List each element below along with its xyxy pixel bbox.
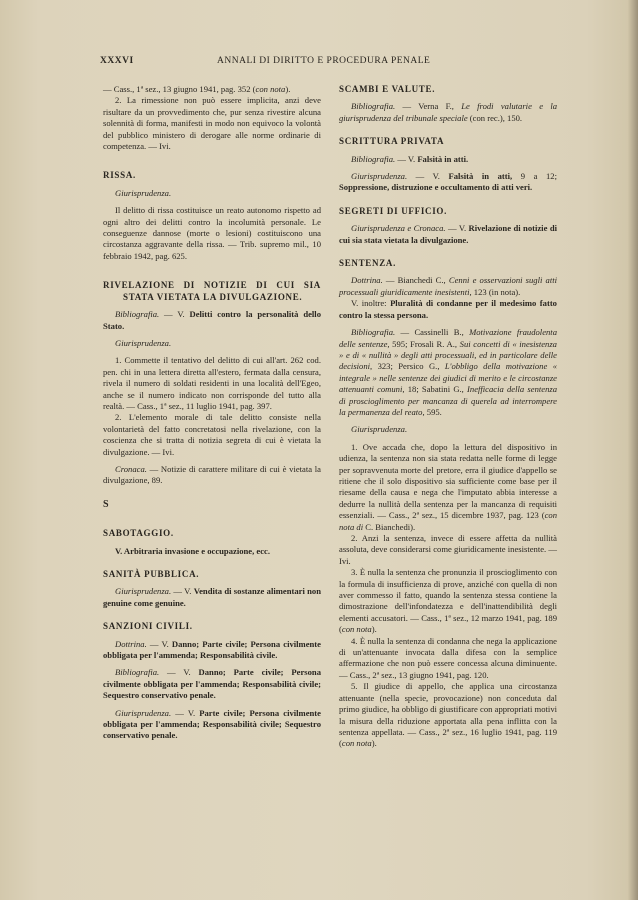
doctrine-entry: Dottrina. — Bianchedi C., Cenni e osservazioni sugli atti processuali giuridicamente inesistenti, 123 (in nota).	[339, 275, 557, 297]
section-label: Giurisprudenza.	[115, 337, 172, 348]
section-letter: S	[103, 498, 109, 510]
entry-heading-rissa: RISSA.	[103, 170, 136, 181]
entry-heading-sanzioni: SANZIONI CIVILI.	[103, 621, 193, 632]
citation-continued: — Cass., 1ª sez., 13 giugno 1941, pag. 352 (con nota).	[103, 84, 291, 94]
running-header	[100, 56, 552, 70]
paragraph: 2. Anzi la sentenza, invece di essere affetta da nullità assoluta, deve considerarsi come giuridicamente inesistente. — Ivi.	[339, 533, 557, 566]
cross-reference: Bibliografia. — V. Delitti contro la personalità dello Stato.	[103, 309, 321, 331]
paragraph: Il delitto di rissa costituisce un reato autonomo rispetto ad ogni altro dei delitti contro la incolumità personale. Le conseguenze dannose (morte o lesioni) costituiscono una circostanza aggravante della rissa. — Trib. supremo mil., 10 febbraio 1942, pag. 625.	[103, 205, 321, 261]
paragraph: 1. Ove accada che, dopo la lettura del dispositivo in udienza, la sentenza non sia stata redatta nelle forme di legge per sopravvenuta morte del pretore, erra il giudice d'appello se ritiene che il solo dispositivo sia sufficiente come base per il riesame della causa e nega che l'imputato abbia interesse a dedurre la nullità della sentenza per la mancanza di requisiti essenziali. — Cass., 2ª sez., 15 dicembre 1937, pag. 123 (con nota di C. Bianchedi).	[339, 441, 557, 532]
cross-reference: Bibliografia. — V. Falsità in atti.	[351, 153, 469, 164]
cross-reference: Giurisprudenza. — V. Parte civile; Persona civilmente obbligata per l'ammenda; Responsabilità civile; Sequestro conservativo penale.	[103, 707, 321, 741]
entry-heading-sabotaggio: SABOTAGGIO.	[103, 528, 174, 539]
paragraph: 4. È nulla la sentenza di condanna che nega la applicazione di un'attenuante invocata dalla difesa con la semplice affermazione che non può essere concessa alcuna diminuente. — Cass., 2ª sez., 13 giugno 1941, pag. 120.	[339, 635, 557, 680]
entry-heading-rivelazione: RIVELAZIONE DI NOTIZIE DI CUI SIA STATA VIETATA LA DIVULGAZIONE.	[103, 280, 321, 302]
cross-reference: Cronaca. — Notizie di carattere militare di cui è vietata la divulgazione, 89.	[103, 463, 321, 486]
paragraph: 3. È nulla la sentenza che pronunzia il proscioglimento con la formula di insufficienza di prove, anziché con quella di non aver commesso il fatto, quando la sentenza stessa contiene la dimostrazione dell'infondatezza e dell'inattendibilità degli elementi accusatori. — Cass., 1ª sez., 12 marzo 1941, pag. 189 (con nota).	[339, 567, 557, 635]
cross-reference: V. Arbitraria invasione e occupazione, ecc.	[115, 545, 270, 556]
book-spine-shadow	[628, 0, 638, 900]
section-label: Giurisprudenza.	[351, 424, 408, 435]
entry-heading-sanita: SANITÀ PUBBLICA.	[103, 569, 200, 579]
cross-reference: Bibliografia. — V. Danno; Parte civile; Persona civilmente obbligata per l'ammenda; Responsabilità civile; Sequestro conservativo penale.	[103, 667, 321, 701]
paragraph: 5. Il giudice di appello, che applica una circostanza attenuante (nella specie, provocazione) non conceduta dal primo giudice, ha obbligo di giustificare con appropriati motivi la misura della riduzione apportata alla pena inflitta con la sentenza appellata. — Cass., 2ª sez., 16 luglio 1941, pag. 119 (con nota).	[339, 681, 557, 749]
cross-reference: V. inoltre: Pluralità di condanne per il medesimo fatto contro la stessa persona.	[339, 298, 557, 320]
entry-heading-sentenza: SENTENZA.	[339, 258, 397, 269]
journal-title: ANNALI DI DIRITTO E PROCEDURA PENALE	[217, 56, 431, 66]
left-column	[103, 84, 321, 742]
right-column	[339, 84, 557, 750]
section-label: Giurisprudenza.	[115, 187, 172, 198]
cross-reference: Giurisprudenza e Cronaca. — V. Rivelazione di notizie di cui sia stata vietata la divulgazione.	[339, 223, 557, 245]
cross-reference: Giurisprudenza. — V. Vendita di sostanze alimentari non genuine come genuine.	[103, 586, 321, 608]
entry-heading-segreti: SEGRETI DI UFFICIO.	[339, 205, 448, 216]
paragraph: 2. La rimessione non può essere implicita, anzi deve risultare da un provvedimento che, pur senza rivestire alcuna solennità di forma, manifesti in modo non equivoco la volontà del pubblico ministero di derogare alle norme ordinarie di competenza. — Ivi.	[103, 95, 321, 152]
cross-reference: Giurisprudenza. — V. Falsità in atti, 9 a 12; Soppressione, distruzione e occultamento di atti veri.	[339, 171, 557, 193]
entry-heading-scrittura: SCRITTURA PRIVATA	[339, 136, 445, 147]
entry-heading-scambi: SCAMBI E VALUTE.	[339, 84, 436, 94]
page-number: XXXVI	[100, 56, 134, 66]
cross-reference: Dottrina. — V. Danno; Parte civile; Persona civilmente obbligata per l'ammenda; Responsabilità civile.	[103, 638, 321, 661]
paragraph: 1. Commette il tentativo del delitto di cui all'art. 262 cod. pen. chi in una lettera diretta all'estero, fermata dalla censura, rivela il numero di soldati residenti in una località dell'Egeo, anche se il numero indicato non corrisponde del tutto alla realtà. — Cass., 1ª sez., 11 luglio 1941, pag. 397.	[103, 355, 321, 411]
bibliography-entry: Bibliografia. — Verna F., Le frodi valutarie e la giurisprudenza del tribunale speciale (con rec.), 150.	[339, 101, 557, 123]
bibliography-entry: Bibliografia. — Cassinelli B., Motivazione fraudolenta delle sentenze, 595; Frosali R. A., Sui concetti di « inesistenza » e di « nullità » degli atti processuali, ed in particolare delle decisioni, 323; Persico G., L'obbligo della motivazione « integrale » nelle sentenze dei giudici di merito e le circostanze attenuanti comuni, 18; Sabatini G., Inefficacia della sentenza di proscioglimento per mancanza di querela ad interrompere la permanenza del reato, 595.	[339, 327, 558, 417]
paragraph: 2. L'elemento morale di tale delitto consiste nella volontarietà del fatto concretatosi nella rivelazione, con la coscienza che si tratta di notizia segreta di cui è vietata la divulgazione. — Ivi.	[103, 412, 321, 457]
